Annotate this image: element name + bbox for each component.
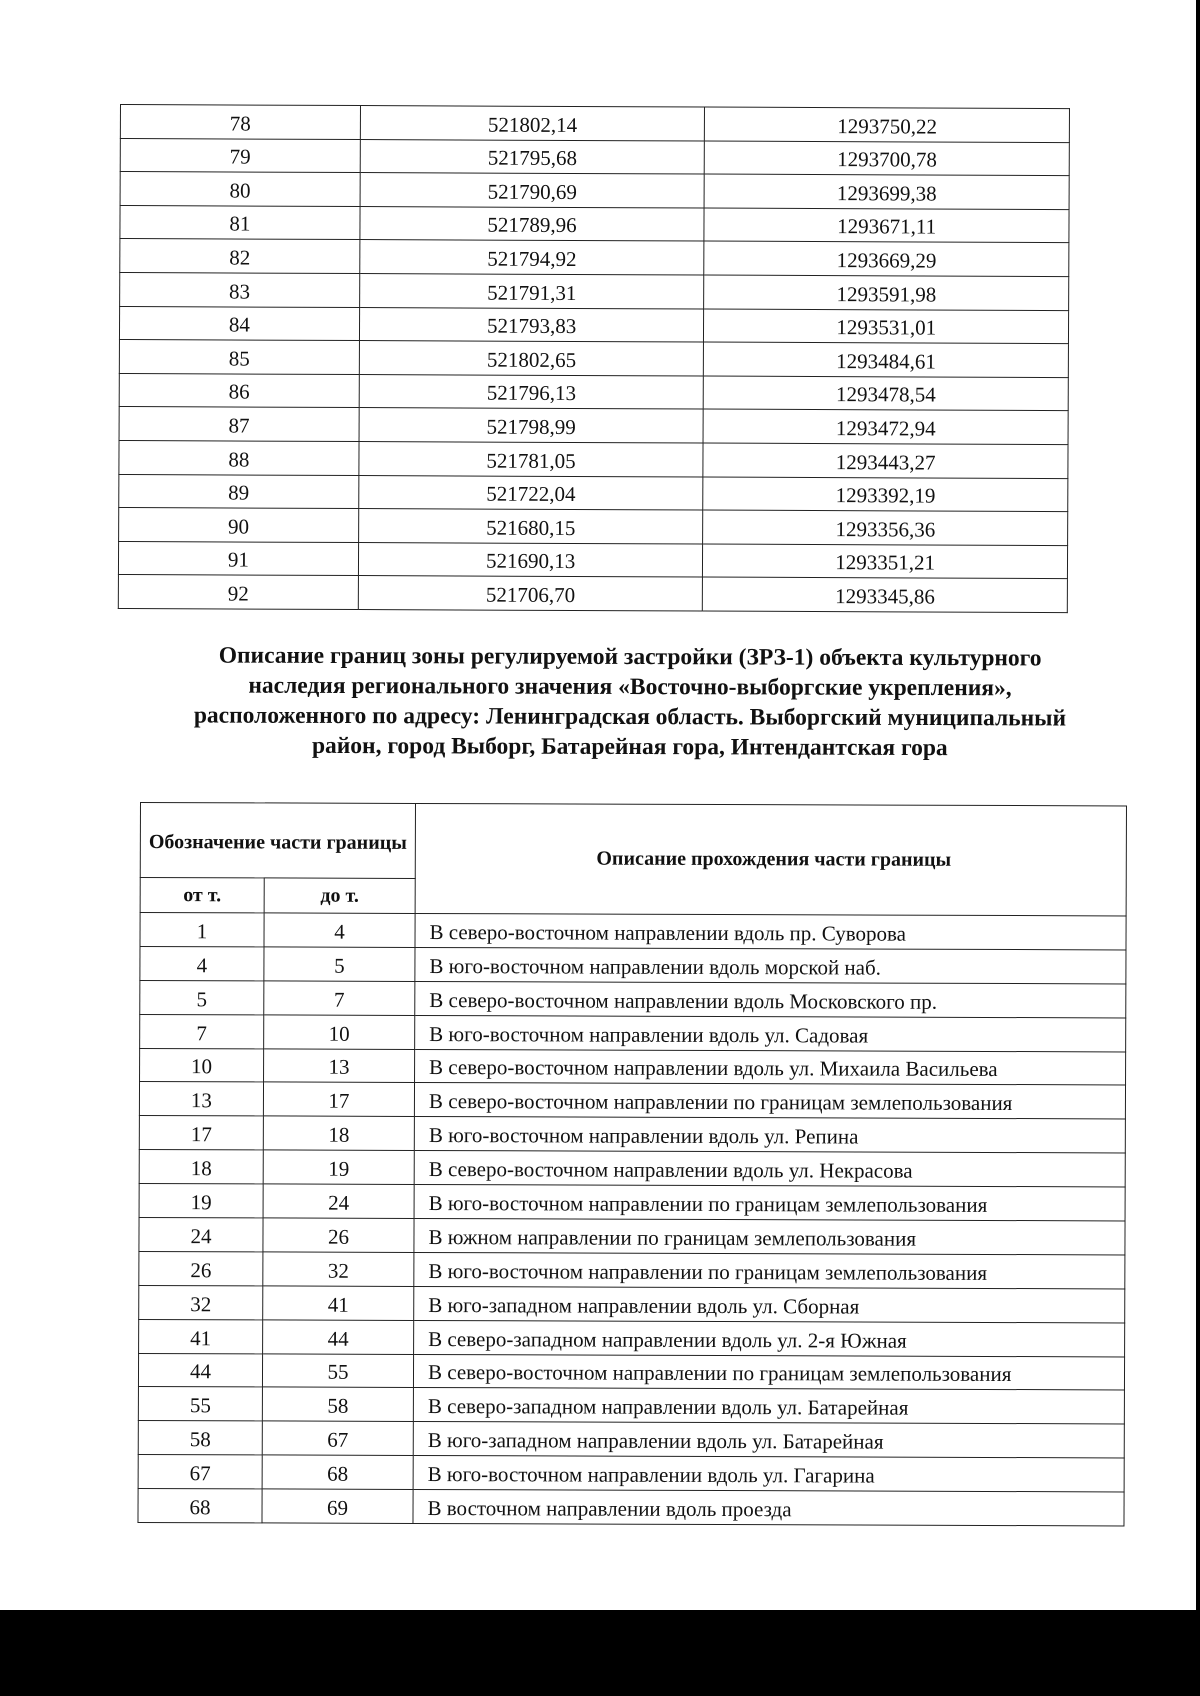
coordinate-row [118, 541, 1067, 579]
to-point-cell: 4 [264, 913, 415, 947]
description-cell: В северо-западном направлении вдоль ул. 2-я Южная [414, 1320, 1125, 1356]
point-number-cell: 91 [118, 541, 358, 576]
coordinate-row [119, 508, 1068, 546]
from-point-cell: 19 [139, 1184, 263, 1218]
description-cell: В северо-восточном направлении по границам землепользования [413, 1354, 1124, 1390]
from-point-cell: 4 [140, 946, 264, 980]
point-number-cell: 84 [119, 306, 359, 341]
boundary-row [138, 1489, 1124, 1526]
y-coordinate-cell: 1293531,01 [704, 309, 1069, 344]
to-point-cell: 10 [264, 1015, 415, 1049]
point-number-cell: 78 [120, 105, 360, 140]
coordinate-row [118, 575, 1067, 613]
from-point-cell: 41 [139, 1319, 263, 1353]
to-point-cell: 5 [264, 947, 415, 981]
boundary-row [139, 1116, 1125, 1153]
header-boundary-part: Обозначение части границы [140, 803, 415, 879]
point-number-cell: 90 [119, 508, 359, 543]
y-coordinate-cell: 1293443,27 [703, 443, 1068, 478]
coordinate-row [119, 373, 1068, 411]
heading-line-1: Описание границ зоны регулируемой застройки (ЗРЗ-1) объекта культурного [218, 642, 1042, 672]
coordinates-table [118, 104, 1070, 613]
from-point-cell: 5 [140, 980, 264, 1014]
to-point-cell: 17 [263, 1082, 414, 1116]
description-cell: В северо-восточном направлении по границам землепользования [414, 1083, 1125, 1119]
y-coordinate-cell: 1293750,22 [705, 107, 1070, 142]
boundary-row [139, 1218, 1125, 1255]
x-coordinate-cell: 521680,15 [358, 509, 703, 544]
boundary-row [140, 1048, 1126, 1085]
x-coordinate-cell: 521706,70 [358, 576, 703, 611]
coordinate-row [119, 474, 1068, 512]
y-coordinate-cell: 1293356,36 [703, 510, 1068, 545]
x-coordinate-cell: 521790,69 [360, 173, 705, 208]
to-point-cell: 68 [262, 1455, 413, 1489]
coordinate-row [120, 172, 1069, 210]
from-point-cell: 67 [138, 1455, 262, 1489]
point-number-cell: 92 [118, 575, 358, 610]
description-cell: В юго-восточном направлении вдоль морской наб. [415, 947, 1126, 983]
boundary-row [139, 1150, 1125, 1187]
description-cell: В юго-восточном направлении по границам землепользования [414, 1252, 1125, 1288]
boundary-row [139, 1285, 1125, 1322]
description-table-body [138, 913, 1126, 1526]
to-point-cell: 32 [263, 1252, 414, 1286]
to-point-cell: 26 [263, 1218, 414, 1252]
y-coordinate-cell: 1293669,29 [704, 241, 1069, 276]
section-heading [110, 640, 1150, 764]
to-point-cell: 58 [262, 1387, 413, 1421]
header-to-point: до т. [264, 878, 415, 914]
x-coordinate-cell: 521722,04 [359, 475, 704, 510]
x-coordinate-cell: 521802,14 [360, 106, 705, 141]
from-point-cell: 18 [139, 1150, 263, 1184]
boundary-row [139, 1082, 1125, 1119]
header-description: Описание прохождения части границы [415, 803, 1126, 915]
header-from-point: от т. [140, 878, 264, 913]
scan-edge-right [1196, 0, 1200, 1610]
boundary-description-table [137, 802, 1127, 1526]
description-cell: В северо-западном направлении вдоль ул. Батарейная [413, 1388, 1124, 1424]
x-coordinate-cell: 521795,68 [360, 139, 705, 174]
to-point-cell: 44 [263, 1320, 414, 1354]
boundary-row [139, 1319, 1125, 1356]
boundary-row [140, 1014, 1126, 1051]
y-coordinate-cell: 1293392,19 [703, 477, 1068, 512]
point-number-cell: 88 [119, 440, 359, 475]
coordinate-row [120, 105, 1069, 143]
to-point-cell: 69 [262, 1489, 413, 1523]
y-coordinate-cell: 1293484,61 [704, 342, 1069, 377]
from-point-cell: 1 [140, 913, 264, 947]
x-coordinate-cell: 521798,99 [359, 408, 704, 443]
y-coordinate-cell: 1293351,21 [703, 544, 1068, 579]
from-point-cell: 55 [138, 1387, 262, 1421]
from-point-cell: 7 [140, 1014, 264, 1048]
from-point-cell: 32 [139, 1285, 263, 1319]
from-point-cell: 68 [138, 1489, 262, 1523]
y-coordinate-cell: 1293671,11 [704, 208, 1069, 243]
boundary-row [140, 946, 1126, 983]
to-point-cell: 55 [262, 1354, 413, 1388]
to-point-cell: 18 [263, 1116, 414, 1150]
coordinate-row [119, 340, 1068, 378]
description-cell: В северо-восточном направлении вдоль ул. Некрасова [414, 1151, 1125, 1187]
y-coordinate-cell: 1293472,94 [703, 409, 1068, 444]
coordinate-row [120, 138, 1069, 176]
description-cell: В восточном направлении вдоль проезда [413, 1490, 1124, 1526]
to-point-cell: 19 [263, 1150, 414, 1184]
from-point-cell: 17 [139, 1116, 263, 1150]
from-point-cell: 58 [138, 1421, 262, 1455]
boundary-row [139, 1184, 1125, 1221]
to-point-cell: 67 [262, 1421, 413, 1455]
from-point-cell: 44 [138, 1353, 262, 1387]
x-coordinate-cell: 521802,65 [359, 341, 704, 376]
coordinate-row [120, 205, 1069, 243]
from-point-cell: 24 [139, 1218, 263, 1252]
description-cell: В юго-западном направлении вдоль ул. Сборная [414, 1286, 1125, 1322]
description-cell: В южном направлении по границам землепользования [414, 1218, 1125, 1254]
boundary-row [139, 1251, 1125, 1288]
boundary-row [138, 1421, 1124, 1458]
header-row-1 [140, 803, 1126, 881]
y-coordinate-cell: 1293699,38 [704, 174, 1069, 209]
point-number-cell: 80 [120, 172, 360, 207]
description-table-header [140, 803, 1126, 916]
description-cell: В юго-восточном направлении вдоль ул. Гагарина [413, 1456, 1124, 1492]
x-coordinate-cell: 521791,31 [359, 274, 704, 309]
coordinates-table-body [118, 105, 1069, 613]
to-point-cell: 41 [263, 1286, 414, 1320]
description-cell: В северо-восточном направлении вдоль ул. Михаила Васильева [415, 1049, 1126, 1085]
boundary-row [138, 1353, 1124, 1390]
description-cell: В северо-восточном направлении вдоль пр. Суворова [415, 913, 1126, 949]
point-number-cell: 79 [120, 138, 360, 173]
heading-line-4: район, город Выборг, Батарейная гора, Интендантская гора [311, 732, 948, 762]
description-cell: В юго-западном направлении вдоль ул. Батарейная [413, 1422, 1124, 1458]
x-coordinate-cell: 521781,05 [359, 441, 704, 476]
x-coordinate-cell: 521789,96 [360, 206, 705, 241]
boundary-row [140, 980, 1126, 1017]
y-coordinate-cell: 1293700,78 [705, 141, 1070, 176]
coordinate-row [120, 239, 1069, 277]
point-number-cell: 86 [119, 373, 359, 408]
x-coordinate-cell: 521793,83 [359, 307, 704, 342]
x-coordinate-cell: 521794,92 [360, 240, 705, 275]
point-number-cell: 87 [119, 407, 359, 442]
to-point-cell: 7 [264, 981, 415, 1015]
boundary-row [138, 1387, 1124, 1424]
boundary-row [140, 913, 1126, 950]
coordinate-row [119, 407, 1068, 445]
x-coordinate-cell: 521796,13 [359, 374, 704, 409]
point-number-cell: 83 [120, 272, 360, 307]
scan-bottom-margin [0, 1610, 1200, 1696]
description-cell: В юго-восточном направлении по границам землепользования [414, 1185, 1125, 1221]
coordinate-row [120, 272, 1069, 310]
from-point-cell: 26 [139, 1251, 263, 1285]
point-number-cell: 81 [120, 205, 360, 240]
description-cell: В юго-восточном направлении вдоль ул. Садовая [415, 1015, 1126, 1051]
coordinate-row [119, 440, 1068, 478]
heading-line-2: наследия регионального значения «Восточно-выборгские укрепления», [248, 672, 1012, 702]
to-point-cell: 13 [264, 1048, 415, 1082]
x-coordinate-cell: 521690,13 [358, 542, 703, 577]
point-number-cell: 85 [119, 340, 359, 375]
heading-line-3: расположенного по адресу: Ленинградская область. Выборгский муниципальный [193, 702, 1067, 732]
point-number-cell: 82 [120, 239, 360, 274]
from-point-cell: 13 [139, 1082, 263, 1116]
coordinate-row [119, 306, 1068, 344]
y-coordinate-cell: 1293478,54 [704, 376, 1069, 411]
description-cell: В юго-восточном направлении вдоль ул. Репина [414, 1117, 1125, 1153]
point-number-cell: 89 [119, 474, 359, 509]
from-point-cell: 10 [140, 1048, 264, 1082]
y-coordinate-cell: 1293591,98 [704, 275, 1069, 310]
y-coordinate-cell: 1293345,86 [703, 577, 1068, 612]
to-point-cell: 24 [263, 1184, 414, 1218]
boundary-row [138, 1455, 1124, 1492]
description-cell: В северо-восточном направлении вдоль Московского пр. [415, 981, 1126, 1017]
